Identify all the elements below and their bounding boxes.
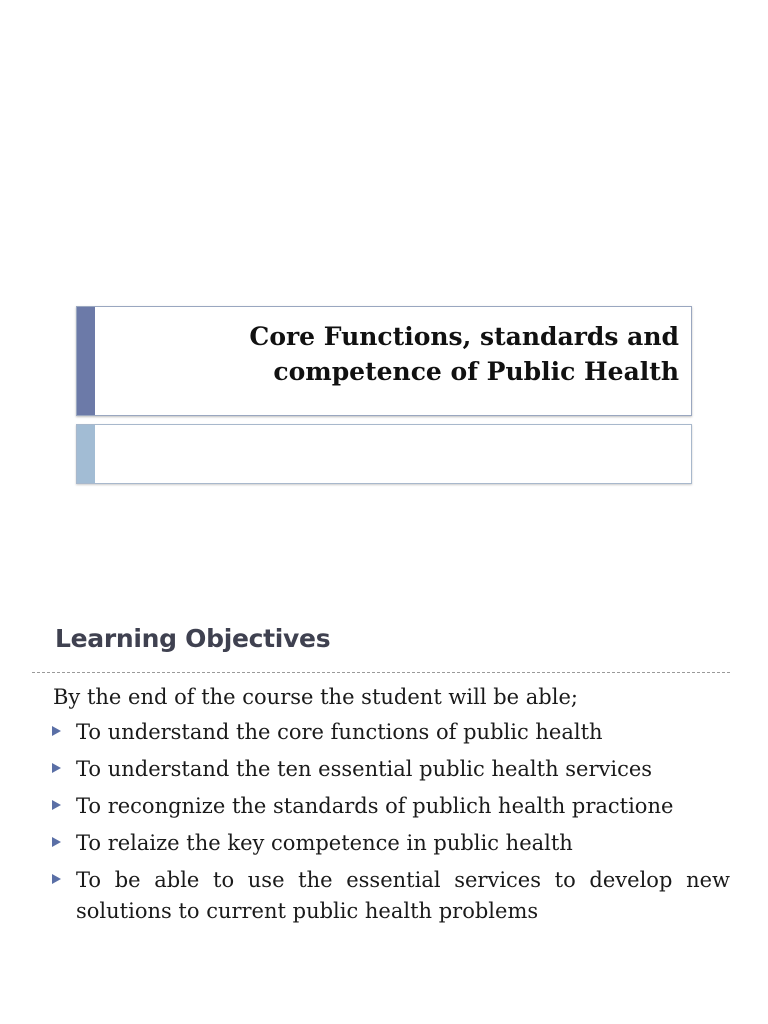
slide-title-line-1: Core Functions, standards and xyxy=(249,322,679,351)
list-item xyxy=(48,828,730,859)
list-item-text: To understand the core functions of public health xyxy=(76,720,603,744)
list-item-text: To be able to use the essential services to develop new solutions to current public health problems xyxy=(76,868,730,923)
triangle-bullet-icon xyxy=(52,800,61,810)
list-item xyxy=(48,754,730,785)
list-item xyxy=(48,791,730,822)
triangle-bullet-icon xyxy=(52,726,61,736)
list-item-text: To recongnize the standards of publich health practione xyxy=(76,794,674,818)
subtitle-accent-bar xyxy=(77,425,95,483)
triangle-bullet-icon xyxy=(52,874,61,884)
heading-divider xyxy=(32,672,730,673)
list-item xyxy=(48,865,730,927)
slide-title-line-2: competence of Public Health xyxy=(273,357,679,386)
triangle-bullet-icon xyxy=(52,837,61,847)
triangle-bullet-icon xyxy=(52,763,61,773)
objectives-list xyxy=(48,717,730,933)
objectives-heading: Learning Objectives xyxy=(55,624,331,653)
title-accent-bar xyxy=(77,307,95,415)
list-item-text: To relaize the key competence in public health xyxy=(76,831,573,855)
slide-title xyxy=(119,319,679,389)
subtitle-box xyxy=(76,424,692,484)
objectives-slide xyxy=(0,600,768,1024)
title-box xyxy=(76,306,692,416)
list-item xyxy=(48,717,730,748)
objectives-intro: By the end of the course the student will be able; xyxy=(53,685,578,709)
list-item-text: To understand the ten essential public health services xyxy=(76,757,653,781)
